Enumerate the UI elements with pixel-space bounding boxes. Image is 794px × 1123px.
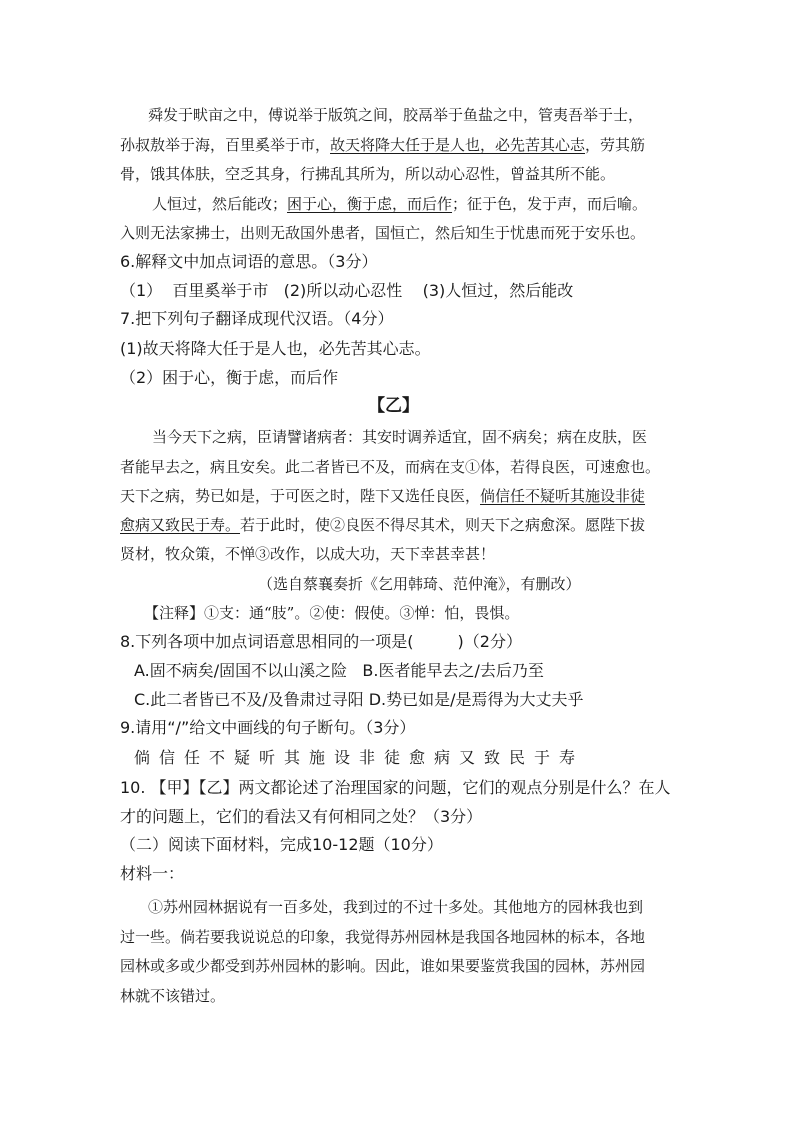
yi-title: 【乙】	[368, 396, 419, 416]
part2-heading: （二）阅读下面材料，完成10-12题（10分）	[120, 835, 443, 854]
q6-items: （1） 百里奚举于市 (2)所以动心忍性 (3)人恒过，然后能改	[120, 281, 574, 300]
yi-line3-a: 天下之病，势已如是，于可医之时，陛下又选任良医，	[120, 487, 481, 505]
jia-underlined-sentence-1: 故天将降大任于是人也，必先苦其心志	[330, 136, 586, 154]
yi-note: 【注释】①支：通“肢”。②使：假使。③惮：怕，畏惧。	[144, 604, 520, 622]
q10-line1: 10. 【甲】【乙】两文都论述了治理国家的问题，它们的观点分别是什么？在人	[120, 778, 671, 797]
q8-options-ab: A.固不病矣/固国不以山溪之险 B.医者能早去之/去后乃至	[134, 661, 544, 680]
material-one-line2: 过一些。倘若要我说说总的印象，我觉得苏州园林是我国各地园林的标本，各地	[120, 928, 646, 946]
q7-sentence-2: （2）困于心，衡于虑，而后作	[120, 368, 339, 387]
q8-stem	[120, 634, 522, 650]
q8-stem-b: )（2分）	[457, 632, 522, 651]
jia-underlined-sentence-2: 困于心，衡于虑，而后作	[287, 195, 453, 213]
jia-p1-line2-a: 孙叔敖举于海，百里奚举于市，	[120, 136, 331, 154]
yi-line4-b: 若于此时，使②良医不得尽其术，则天下之病愈深。愿陛下拔	[240, 516, 646, 534]
jia-p1-line2-b: ，劳其筋	[585, 136, 646, 154]
q7-sentence-1: (1)故天将降大任于是人也，必先苦其心志。	[120, 339, 431, 358]
material-one-line3: 园林或多或少都受到苏州园林的影响。因此，谁如果要鉴赏我国的园林，苏州园	[120, 957, 646, 975]
q8-stem-a: 8.下列各项中加点词语意思相同的一项是(	[120, 632, 414, 651]
yi-line3	[120, 489, 645, 504]
material-one-label: 材料一：	[120, 864, 185, 883]
jia-p1-line3: 骨，饿其体肤，空乏其身，行拂乱其所为，所以动心忍性，曾益其所不能。	[120, 165, 616, 183]
material-one-line1: ①苏州园林据说有一百多处，我到过的不过十多处。其他地方的园林我也到	[148, 898, 644, 916]
yi-source: （选自蔡襄奏折《乞用韩琦、范仲淹》，有删改）	[258, 575, 581, 593]
q9-sentence: 倘信任不疑听其施设非徒愈病又致民于寿	[134, 748, 585, 767]
yi-line1: 当今天下之病，臣请譬诸病者：其安时调养适宜，固不病矣；病在皮肤，医	[152, 428, 648, 446]
jia-p2-line1-a: 人恒过，然后能改；	[152, 195, 288, 213]
yi-underlined-sentence-b: 愈病又致民于寿。	[120, 516, 241, 534]
yi-line5: 贤材，牧众策，不惮③改作，以成大功，天下幸甚幸甚！	[120, 545, 496, 563]
q6-stem: 6.解释文中加点词语的意思。（3分）	[120, 252, 378, 271]
jia-p2-line2: 入则无法家拂士，出则无敌国外患者，国恒亡，然后知生于忧患而死于安乐也。	[120, 224, 646, 242]
jia-p2-line1	[152, 197, 647, 212]
jia-p1-line2	[120, 138, 645, 153]
q8-options-cd: C.此二者皆已不及/及鲁肃过寻阳 D.势已如是/是焉得为大丈夫乎	[134, 690, 584, 709]
q7-stem: 7.把下列句子翻译成现代汉语。（4分）	[120, 309, 394, 328]
yi-line2: 者能早去之，病且安矣。此二者皆已不及，而病在支①体，若得良医，可速愈也。	[120, 458, 661, 476]
material-one-line4: 林就不该错过。	[120, 987, 226, 1005]
q10-line2: 才的问题上，它们的看法又有何相同之处？（3分）	[120, 807, 483, 826]
q9-stem: 9.请用“/”给文中画线的句子断句。（3分）	[120, 718, 416, 737]
yi-line4	[120, 518, 645, 533]
yi-underlined-sentence-a: 倘信任不疑听其施设非徒	[480, 487, 646, 505]
jia-p1-line1: 舜发于畎亩之中，傅说举于版筑之间，胶鬲举于鱼盐之中，管夷吾举于士，	[148, 106, 644, 124]
jia-p2-line1-b: ；征于色，发于声，而后喻。	[452, 195, 648, 213]
